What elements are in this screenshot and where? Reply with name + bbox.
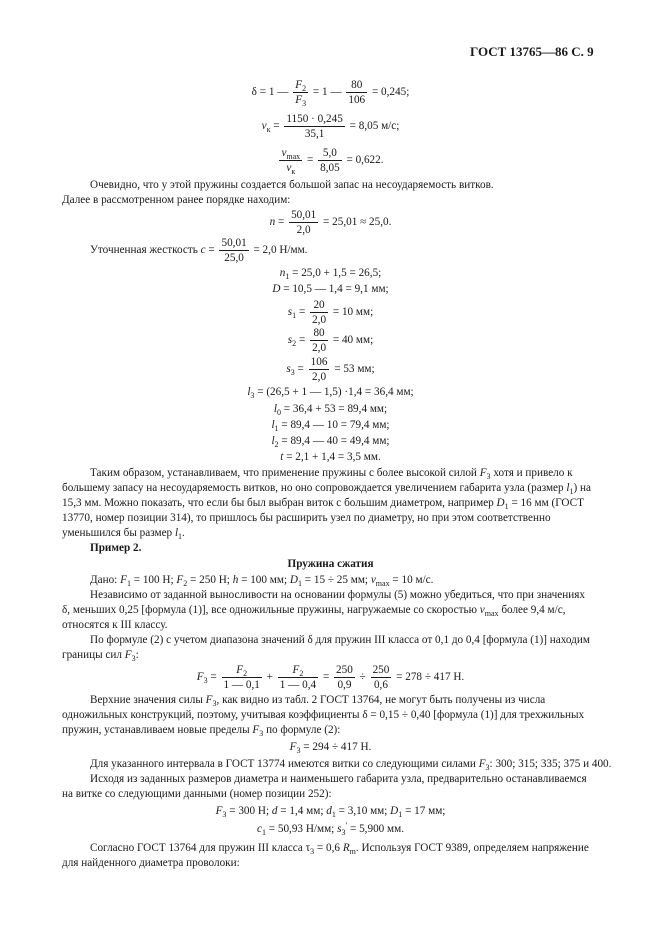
spring-data-line-2: $c_1 = 50,93$ Н/мм; $s_3' = 5,900$ мм. <box>256 821 405 837</box>
formula-vk: $v_к$ = $\frac{1150 \cdot 0,245}{35,1}$ = 8,05 м/с; <box>261 113 400 140</box>
paragraph-3-line-5: уменьшился бы размер $l_1$. <box>62 527 185 541</box>
formula-s3: $s_3$ = $\frac{106}{2,0}$ = 53 мм; <box>286 356 375 383</box>
paragraph-3-line-2: большему запасу на несоударяемость витков, но оно сопровождается увеличением габарита узла (размер $l_1$) на <box>62 482 591 496</box>
paragraph-9-line-1: Согласно ГОСТ 13764 для пружин III класса $\tau_3 = 0,6$ $R_m$. Используя ГОСТ 9389, определяем напряжение <box>90 842 589 856</box>
paragraph-1: Очевидно, что у этой пружины создается большой запас на несоударяемость витков. <box>90 179 494 191</box>
formula-n1: $n_1 = 25,0 + 1,5 = 26,5$; <box>279 267 382 281</box>
formula-l0: $l_0 = 36,4 + 53 = 89,4$ мм; <box>273 403 388 417</box>
formula-n: n = $\frac{50,01}{2,0}$ = 25,01 ≈ 25,0. <box>269 209 392 236</box>
formula-s2: $s_2$ = $\frac{80}{2,0}$ = 40 мм; <box>287 327 374 354</box>
paragraph-3-line-1: Таким образом, устанавливаем, что применение пружины с более высокой силой $F_3$ хотя и привело к <box>90 467 573 481</box>
paragraph-7: Для указанного интервала в ГОСТ 13774 имеются витки со следующими силами $F_3$: 300; 315; 335; 375 и 400. <box>90 758 612 772</box>
formula-c: Уточненная жесткость c = $\frac{50,01}{25,0}$ = 2,0 Н/мм. <box>90 237 308 264</box>
example-heading: Пример 2. <box>90 542 142 554</box>
formula-s1: $s_1$ = $\frac{20}{2,0}$ = 10 мм; <box>287 299 374 326</box>
formula-l1: $l_1 = 89,4$ — 10 = 79,4 мм; <box>271 419 390 433</box>
paragraph-4-line-2: δ, меньших 0,25 [формула (1)], все одножильные пружины, нагружаемые со скоростью $v_{max}$ более 9,4 м/с, <box>62 604 566 618</box>
section-title: Пружина сжатия <box>287 558 374 570</box>
formula-t: t = 2,1 + 1,4 = 3,5 мм. <box>280 451 381 463</box>
paragraph-4-line-1: Независимо от заданной выносливости на основании формулы (5) можно убедиться, что при значениях <box>90 589 585 601</box>
formula-delta: δ = 1 — $\frac{F_2}{F_3}$ = 1 — $\frac{80}{106}$ = 0,245; <box>251 79 410 108</box>
page-header: ГОСТ 13765—86 С. 9 <box>470 44 594 59</box>
paragraph-8-line-2: на витке со следующими данными (номер позиции 252): <box>62 788 332 800</box>
formula-l3: $l_3 = (26,5 + 1$ — 1,5) ·1,4 = 36,4 мм; <box>247 386 414 400</box>
paragraph-2: Далее в рассмотренном ранее порядке находим: <box>62 194 291 206</box>
spring-data-line-1: $F_3 = 300$ Н; d = 1,4 мм; $d_1 = 3,10$ мм; $D_1 = 17$ мм; <box>215 805 446 819</box>
paragraph-6-line-1: Верхние значения силы $F_3$, как видно из табл. 2 ГОСТ 13764, не могут быть получены из числа <box>90 694 546 708</box>
paragraph-3-line-3: 15,3 мм. Можно показать, что если бы был выбран виток с большим диаметром, например $D_1 = 16$ мм (ГОСТ <box>62 497 584 511</box>
paragraph-6-line-3: пружин, устанавливаем новые пределы $F_3$ по формуле (2): <box>62 724 341 738</box>
paragraph-8-line-1: Исходя из заданных размеров диаметра и наименьшего габарита узла, предварительно останавливаемся <box>90 773 587 785</box>
given-line: Дано: $F_1 = 100$ Н; $F_2 = 250$ Н; h = 100 мм; $D_1 = 15 \div 25$ мм; $v_{max} = 10$ м/с. <box>90 574 434 588</box>
paragraph-6-line-2: одножильных конструкций, поэтому, учитывая коэффициенты δ = 0,15 ÷ 0,40 [формула (1)] для трехжильных <box>62 709 585 721</box>
formula-D: D = 10,5 — 1,4 = 9,1 мм; <box>272 283 389 295</box>
formula-l2: $l_2 = 89,4$ — 40 = 49,4 мм; <box>271 435 390 449</box>
formula-f3-range: $F_3$ = $\frac{F_2}{1 — 0,1}$ + $\frac{F_2}{1 — 0,4}$ = $\frac{250}{0,9}$ ÷ $\frac{250}{0,6}$ = 278 ÷ 417 Н. <box>196 664 465 691</box>
paragraph-5-line-2: границы сил $F_3$: <box>62 649 139 663</box>
paragraph-9-line-2: для найденного диаметра проволоки: <box>62 857 240 869</box>
formula-f3-new: $F_3 = 294 \div 417$ Н. <box>289 741 372 755</box>
paragraph-4-line-3: относятся к III классу. <box>62 619 168 631</box>
paragraph-5-line-1: По формуле (2) с учетом диапазона значений δ для пружин III класса от 0,1 до 0,4 [формула (1)] находим <box>90 634 590 646</box>
formula-vratio: $\frac{v_{max}}{v_к}$ = $\frac{5,0}{8,05}$ = 0,622. <box>281 147 384 176</box>
paragraph-3-line-4: 13770, номер позиции 314), то пришлось бы расширить узел по диаметру, но при этом соответственно <box>62 512 551 524</box>
